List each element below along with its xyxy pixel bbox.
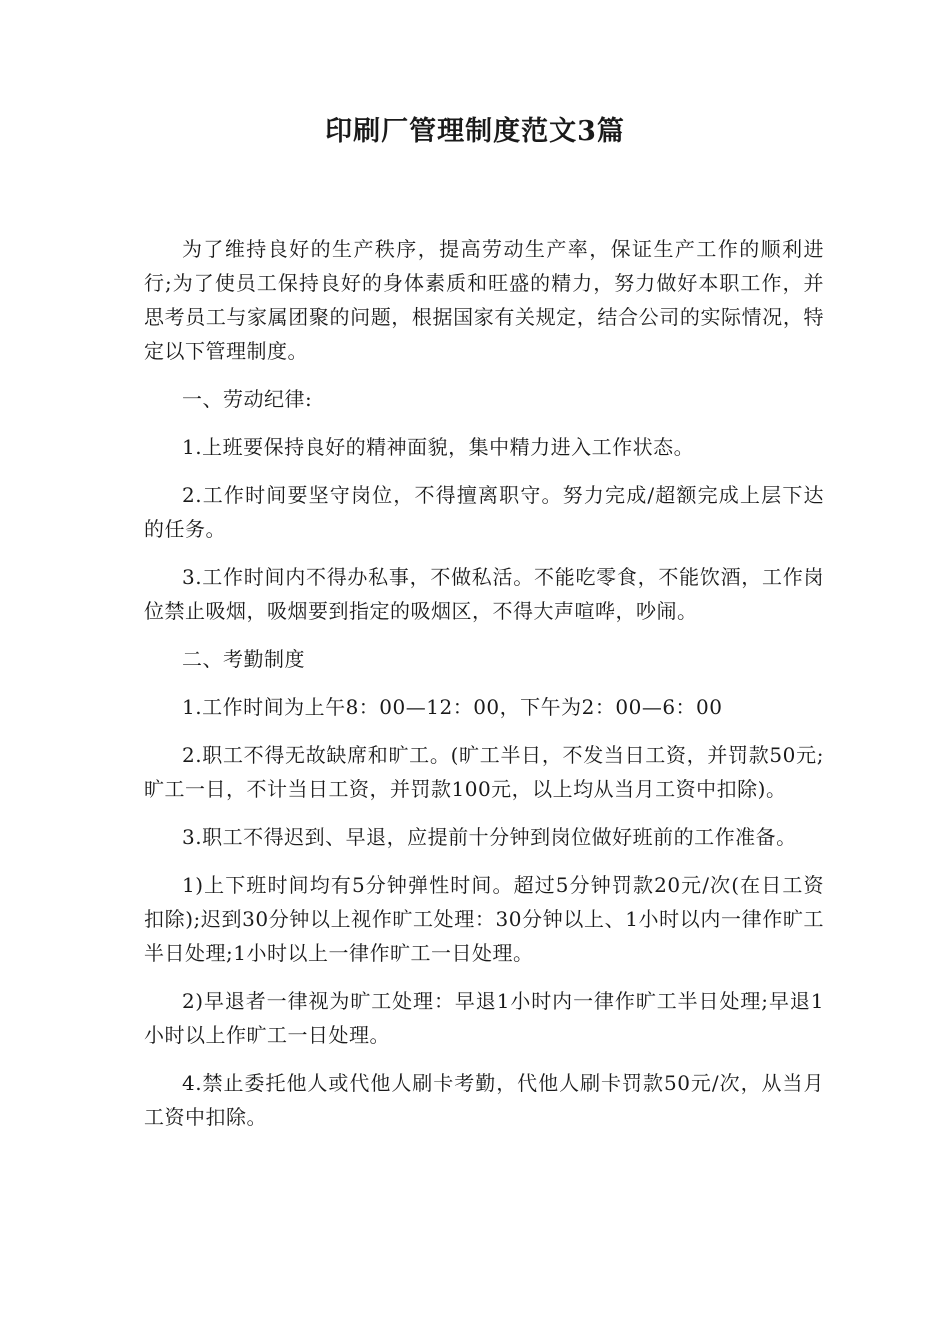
- labor-rule-3: 3.工作时间内不得办私事，不做私活。不能吃零食，不能饮酒，工作岗位禁止吸烟，吸烟要到指定的吸烟区，不得大声喧哗，吵闹。: [144, 565, 824, 623]
- intro-paragraph: 为了维持良好的生产秩序，提高劳动生产率，保证生产工作的顺利进行;为了使员工保持良好的身体素质和旺盛的精力，努力做好本职工作，并思考员工与家属团聚的问题，根据国家有关规定，结合公司的实际情况，特定以下管理制度。: [144, 237, 824, 363]
- attendance-rule-4: 4.禁止委托他人或代他人刷卡考勤，代他人刷卡罚款50元/次，从当月工资中扣除。: [144, 1071, 824, 1129]
- attendance-rule-2: 2.职工不得无故缺席和旷工。(旷工半日，不发当日工资，并罚款50元;旷工一日，不计当日工资，并罚款100元，以上均从当月工资中扣除)。: [144, 743, 824, 801]
- section-heading-labor-discipline: 一、劳动纪律:: [182, 387, 313, 411]
- document-title: 印刷厂管理制度范文3篇: [325, 116, 625, 147]
- document-body: [144, 232, 824, 1148]
- labor-rule-1: 1.上班要保持良好的精神面貌，集中精力进入工作状态。: [182, 435, 695, 459]
- labor-rule-2: 2.工作时间要坚守岗位，不得擅离职守。努力完成/超额完成上层下达的任务。: [144, 483, 824, 541]
- attendance-rule-3-item-2: 2)早退者一律视为旷工处理：早退1小时内一律作旷工半日处理;早退1小时以上作旷工一日处理。: [144, 989, 824, 1047]
- attendance-rule-3-item-1: 1)上下班时间均有5分钟弹性时间。超过5分钟罚款20元/次(在日工资扣除);迟到30分钟以上视作旷工处理：30分钟以上、1小时以内一律作旷工半日处理;1小时以上一律作旷工一日处理。: [144, 873, 824, 965]
- attendance-rule-1: 1.工作时间为上午8：00—12：00，下午为2：00—6：00: [182, 695, 723, 719]
- section-heading-attendance: 二、考勤制度: [182, 647, 305, 671]
- attendance-rule-3: 3.职工不得迟到、早退，应提前十分钟到岗位做好班前的工作准备。: [182, 825, 797, 849]
